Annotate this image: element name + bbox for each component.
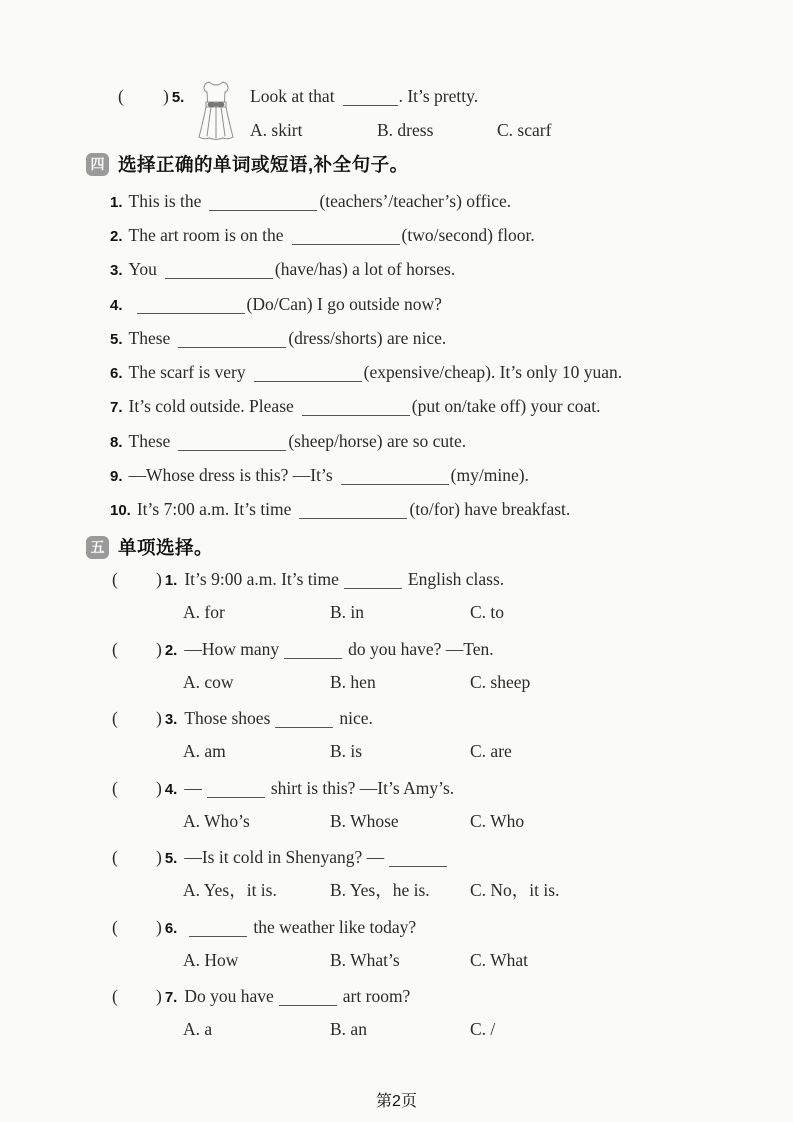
fill-item-7 — [110, 396, 601, 418]
bracket-close: ) — [156, 778, 162, 798]
fill-item-4 — [110, 294, 442, 316]
options-row-4 — [183, 811, 524, 832]
answer-blank — [341, 472, 449, 485]
bracket-open: ( — [112, 708, 118, 728]
item-number: 3. — [164, 711, 178, 728]
options-row-7 — [183, 1019, 495, 1040]
bracket-open: ( — [112, 917, 118, 937]
item-rest: (have/has) a lot of horses. — [274, 259, 456, 279]
option-a: A. for — [183, 602, 225, 622]
answer-blank — [389, 854, 447, 867]
question-pre: —Is it cold in Shenyang? — — [184, 847, 385, 867]
options-row — [250, 120, 551, 141]
bracket-open: ( — [112, 847, 118, 867]
question-pre: Look at that — [250, 86, 335, 106]
fill-item-9 — [110, 465, 529, 487]
answer-blank — [178, 335, 286, 348]
bracket-close: ) — [156, 639, 162, 659]
option-c: C. Who — [470, 811, 525, 831]
answer-blank — [292, 232, 400, 245]
bracket-close: ) — [163, 86, 169, 106]
section4-header — [86, 151, 409, 177]
options-row-2 — [183, 672, 530, 693]
section4-number-icon: 四 — [86, 153, 109, 176]
question-pre: — — [184, 778, 202, 798]
option-b: B. Whose — [330, 811, 399, 831]
fill-item-2 — [110, 225, 535, 247]
item-number: 10. — [110, 502, 131, 519]
item-number: 5. — [164, 850, 178, 867]
item-number: 1. — [164, 572, 178, 589]
item-number: 1. — [110, 194, 123, 211]
dress-icon — [197, 80, 235, 146]
answer-blank — [178, 438, 286, 451]
options-row-5 — [183, 880, 559, 901]
item-rest: (put on/take off) your coat. — [411, 396, 601, 416]
item-number: 4. — [164, 781, 178, 798]
bracket-close: ) — [156, 986, 162, 1006]
item-number: 6. — [164, 920, 178, 937]
item-rest: (expensive/cheap). It’s only 10 yuan. — [363, 362, 623, 382]
item-number: 3. — [110, 262, 123, 279]
item-number: 7. — [110, 399, 123, 416]
item-pre: It’s cold outside. Please — [128, 396, 294, 416]
item-rest: (two/second) floor. — [401, 225, 535, 245]
answer-blank — [275, 715, 333, 728]
option-a: A. Who’s — [183, 811, 250, 831]
mc-question-5 — [112, 847, 453, 869]
bracket-close: ) — [156, 708, 162, 728]
option-c: C. to — [470, 602, 505, 622]
option-b: B. dress — [377, 120, 434, 140]
fill-item-6 — [110, 362, 622, 384]
question-post: shirt is this? —It’s Amy’s. — [270, 778, 455, 798]
answer-blank — [137, 301, 245, 314]
bracket-open: ( — [118, 86, 124, 106]
answer-blank — [302, 403, 410, 416]
item-rest: (dress/shorts) are nice. — [288, 328, 447, 348]
answer-blank — [207, 785, 265, 798]
option-c: C. scarf — [497, 120, 552, 140]
mc-question-2 — [112, 639, 494, 661]
item-rest: (sheep/horse) are so cute. — [288, 431, 467, 451]
option-c: C. sheep — [470, 672, 531, 692]
option-b: B. an — [330, 1019, 367, 1039]
answer-blank — [284, 646, 342, 659]
item-number: 7. — [164, 989, 178, 1006]
item-number: 8. — [110, 434, 123, 451]
answer-blank — [254, 369, 362, 382]
fill-item-8 — [110, 431, 466, 453]
item-pre: This is the — [128, 191, 202, 211]
fill-item-3 — [110, 259, 455, 281]
fill-item-5 — [110, 328, 446, 350]
answer-blank — [209, 198, 317, 211]
item-pre: The art room is on the — [128, 225, 284, 245]
option-a: A. How — [183, 950, 239, 970]
mc-question-3 — [112, 708, 373, 730]
answer-blank — [343, 93, 398, 106]
options-row-3 — [183, 741, 512, 762]
item-number: 5. — [110, 331, 123, 348]
item-pre: These — [128, 328, 171, 348]
item-pre: You — [128, 259, 157, 279]
question-pre: —How many — [184, 639, 280, 659]
item-number: 4. — [110, 297, 123, 314]
item-number: 5. — [171, 89, 185, 106]
bracket-open: ( — [112, 639, 118, 659]
choice-item-bracket — [118, 86, 191, 108]
fill-item-10 — [110, 499, 570, 521]
answer-blank — [279, 993, 337, 1006]
item-pre: —Whose dress is this? —It’s — [128, 465, 333, 485]
answer-blank — [299, 506, 407, 519]
question-pre: It’s 9:00 a.m. It’s time — [184, 569, 339, 589]
answer-blank — [165, 266, 273, 279]
section5-number-icon: 五 — [86, 536, 109, 559]
fill-item-1 — [110, 191, 511, 213]
item-rest: (teachers’/teacher’s) office. — [319, 191, 512, 211]
item-number: 2. — [164, 642, 178, 659]
option-a: A. Yes，it is. — [183, 880, 277, 900]
bracket-close: ) — [156, 917, 162, 937]
option-b: B. is — [330, 741, 363, 761]
answer-blank — [344, 576, 402, 589]
item-number: 2. — [110, 228, 123, 245]
option-c: C. / — [470, 1019, 496, 1039]
item-pre: The scarf is very — [128, 362, 246, 382]
option-a: A. a — [183, 1019, 213, 1039]
option-b: B. hen — [330, 672, 376, 692]
option-c: C. No，it is. — [470, 880, 560, 900]
question-post: the weather like today? — [253, 917, 417, 937]
bracket-open: ( — [112, 569, 118, 589]
options-row-6 — [183, 950, 528, 971]
bracket-close: ) — [156, 569, 162, 589]
question-post: nice. — [339, 708, 373, 728]
options-row-1 — [183, 602, 504, 623]
option-b: B. Yes，he is. — [330, 880, 430, 900]
item-rest: (my/mine). — [450, 465, 529, 485]
question-pre: Do you have — [184, 986, 274, 1006]
item-pre: These — [128, 431, 171, 451]
section5-header — [86, 534, 213, 560]
mc-question-6 — [112, 917, 416, 939]
question-pre: Those shoes — [184, 708, 271, 728]
page-number: 第2页 — [376, 1093, 417, 1110]
question-text — [250, 86, 478, 107]
question-post: . It’s pretty. — [398, 86, 479, 106]
option-b: B. What’s — [330, 950, 400, 970]
item-number: 9. — [110, 468, 123, 485]
question-post: do you have? —Ten. — [348, 639, 494, 659]
bracket-open: ( — [112, 778, 118, 798]
option-c: C. are — [470, 741, 512, 761]
option-c: C. What — [470, 950, 529, 970]
bracket-open: ( — [112, 986, 118, 1006]
section4-title: 选择正确的单词或短语,补全句子。 — [118, 154, 409, 175]
section5-title: 单项选择。 — [118, 537, 214, 558]
question-post: art room? — [342, 986, 411, 1006]
item-pre: It’s 7:00 a.m. It’s time — [136, 499, 292, 519]
question-post: English class. — [407, 569, 505, 589]
bracket-close: ) — [156, 847, 162, 867]
option-a: A. am — [183, 741, 226, 761]
option-a: A. cow — [183, 672, 234, 692]
answer-blank — [189, 924, 247, 937]
item-number: 6. — [110, 365, 123, 382]
mc-question-1 — [112, 569, 504, 591]
item-rest: (Do/Can) I go outside now? — [246, 294, 442, 314]
option-a: A. skirt — [250, 120, 303, 140]
item-rest: (to/for) have breakfast. — [409, 499, 571, 519]
option-b: B. in — [330, 602, 365, 622]
mc-question-4 — [112, 778, 454, 800]
mc-question-7 — [112, 986, 410, 1008]
